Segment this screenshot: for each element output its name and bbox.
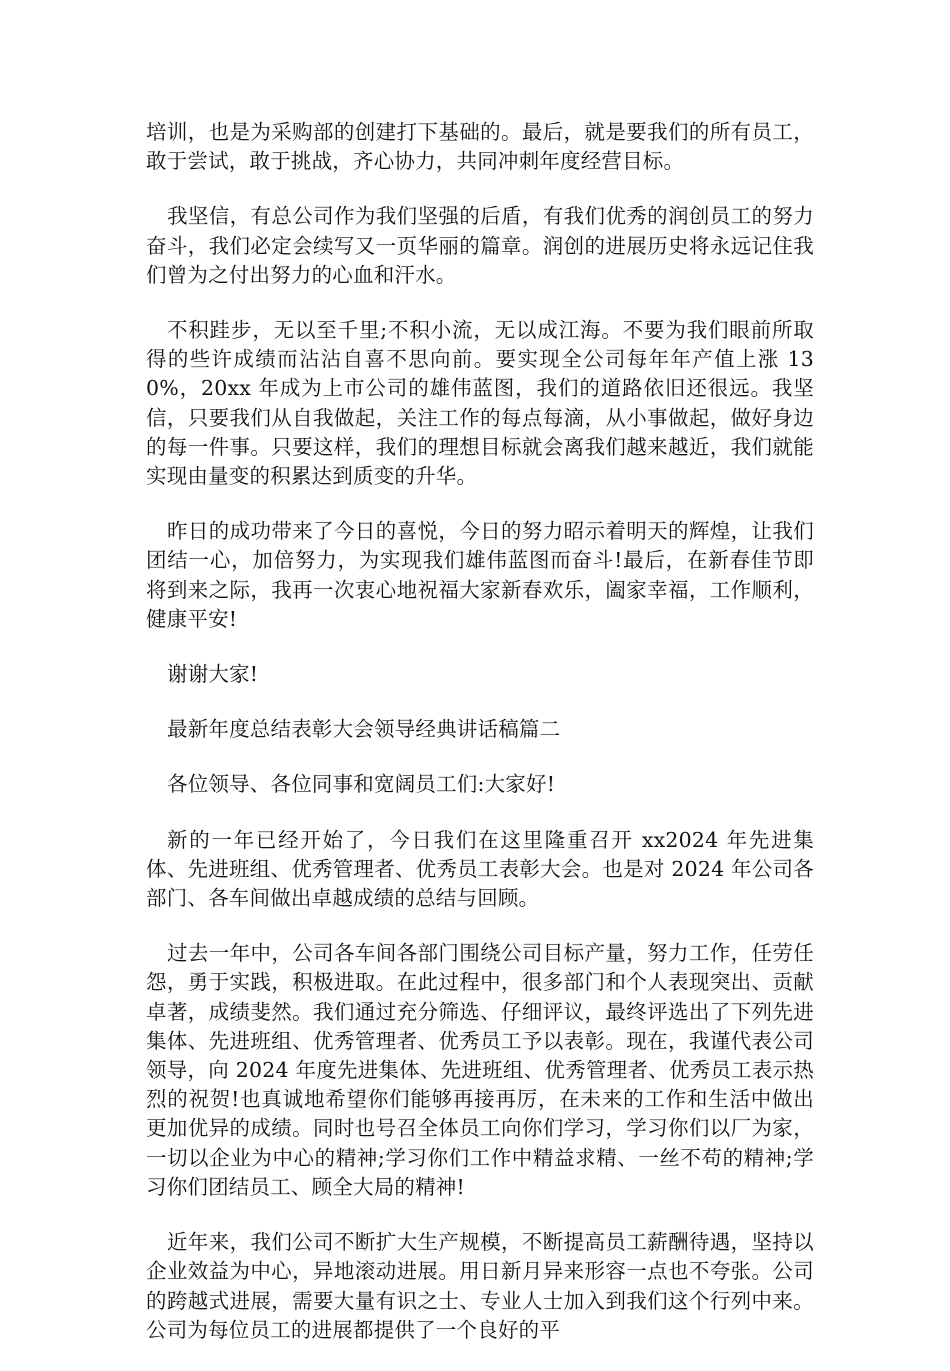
paragraph: 培训，也是为采购部的创建打下基础的。最后，就是要我们的所有员工，敢于尝试，敢于挑战，齐心协力，共同冲刺年度经营目标。 xyxy=(146,120,814,174)
paragraph: 不积跬步，无以至千里;不积小流，无以成江海。不要为我们眼前所取得的些许成绩而沾沾自喜不思向前。要实现全公司每年年产值上涨 130%，20xx 年成为上市公司的雄伟蓝图，我们的道路依旧还很远。我坚信，只要我们从自我做起，关注工作的每点每滴，从小事做起，做好身边的每一件事。只要这样，我们的理想目标就会离我们越来越近，我们就能实现由量变的积累达到质变的升华。 xyxy=(146,318,814,489)
section-heading: 最新年度总结表彰大会领导经典讲话稿篇二 xyxy=(167,717,561,742)
paragraph: 近年来，我们公司不断扩大生产规模，不断提高员工薪酬待遇，坚持以企业效益为中心，异地滚动进展。用日新月异来形容一点也不夸张。公司的跨越式进展，需要大量有识之士、专业人士加入到我们这个行列中来。公司为每位员工的进展都提供了一个良好的平 xyxy=(146,1230,814,1342)
paragraph: 我坚信，有总公司作为我们坚强的后盾，有我们优秀的润创员工的努力奋斗，我们必定会续写又一页华丽的篇章。润创的进展历史将永远记住我们曾为之付出努力的心血和汗水。 xyxy=(146,204,814,287)
closing-thanks: 谢谢大家! xyxy=(167,662,259,687)
paragraph: 昨日的成功带来了今日的喜悦，今日的努力昭示着明天的辉煌，让我们团结一心，加倍努力，为实现我们雄伟蓝图而奋斗!最后，在新春佳节即将到来之际，我再一次衷心地祝福大家新春欢乐，阖家幸福，工作顺利，健康平安! xyxy=(146,519,814,631)
paragraph: 新的一年已经开始了，今日我们在这里隆重召开 xx2024 年先进集体、先进班组、优秀管理者、优秀员工表彰大会。也是对 2024 年公司各部门、各车间做出卓越成绩的总结与回顾。 xyxy=(146,827,814,911)
document-body xyxy=(146,118,814,1371)
paragraph: 过去一年中，公司各车间各部门围绕公司目标产量，努力工作，任劳任怨，勇于实践，积极进取。在此过程中，很多部门和个人表现突出、贡献卓著，成绩斐然。我们通过充分筛选、仔细评议，最终评选出了下列先进集体、先进班组、优秀管理者、优秀员工予以表彰。现在，我谨代表公司领导，向 2024 年度先进集体、先进班组、优秀管理者、优秀员工表示热烈的祝贺!也真诚地希望你们能够再接再厉，在未来的工作和生活中做出更加优异的成绩。同时也号召全体员工向你们学习，学习你们以厂为家，一切以企业为中心的精神;学习你们工作中精益求精、一丝不苟的精神;学习你们团结员工、顾全大局的精神! xyxy=(146,941,814,1199)
salutation: 各位领导、各位同事和宽阔员工们:大家好! xyxy=(167,772,556,797)
